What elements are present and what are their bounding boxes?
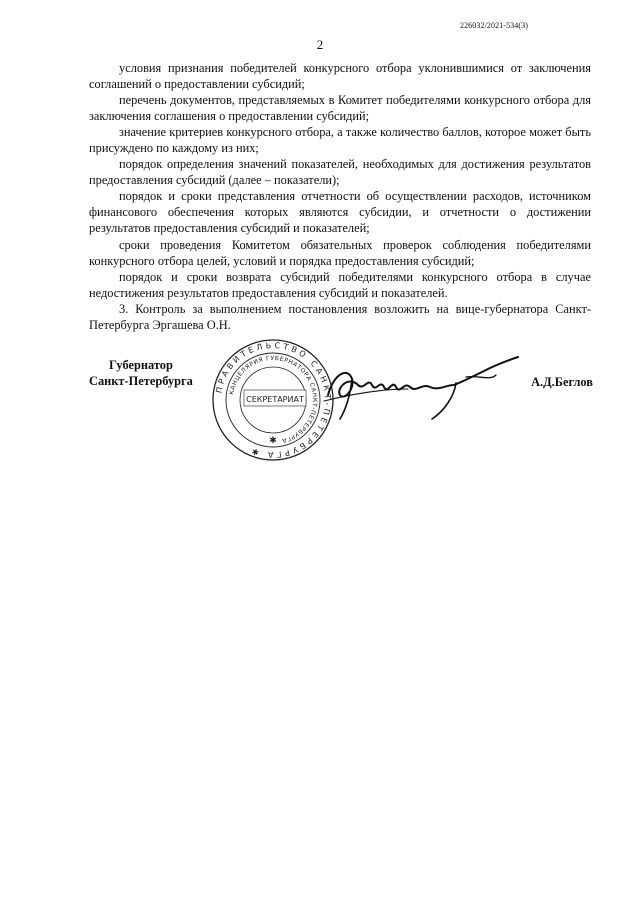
handwritten-signature [318,345,523,425]
seal-center-text [0,335,1,336]
svg-text:ПРАВИТЕЛЬСТВО САНКТ-ПЕТЕРБУРГА: ПРАВИТЕЛЬСТВО САНКТ-ПЕТЕРБУРГА ✱ [214,340,333,460]
paragraph-inspections: сроки проведения Комитетом обязательных проверок соблюдения победителями конкурсного отбора целей, условий и порядка предоставления субсидий; [89,237,591,268]
paragraph-control: 3. Контроль за выполнением постановления возложить на вице-губернатора Санкт-Петербурга Эргашева О.Н. [89,301,591,332]
document-registration-number: 226032/2021-534(3) [459,21,528,30]
signer-title-line2: Санкт-Петербурга [89,374,193,388]
paragraph-reporting: порядок и сроки представления отчетности об осуществлении расходов, источником финансового обеспечения которых являются субсидии, и отчетности о достижении результатов предоставления субсидий и показателей; [89,189,591,236]
page-number: 2 [316,37,324,52]
svg-text:СЕКРЕТАРИАТ: СЕКРЕТАРИАТ [246,395,304,404]
seal-inner-text [0,335,1,336]
paragraph-documents-list: перечень документов, представляемых в Комитет победителями конкурсного отбора для заключения соглашения о предоставлении субсидий; [89,93,591,124]
paragraph-criteria-values: значение критериев конкурсного отбора, а также количество баллов, которое может быть присуждено по каждому из них; [89,125,591,156]
svg-text:КАНЦЕЛЯРИЯ ГУБЕРНАТОРА САНКТ-П: КАНЦЕЛЯРИЯ ГУБЕРНАТОРА САНКТ-ПЕТЕРБУРГА [228,354,319,445]
paragraph-indicators: порядок определения значений показателей, необходимых для достижения результатов предоставления субсидий (далее – показатели); [89,157,591,188]
seal-outer-text [0,335,1,336]
signer-title [89,357,193,389]
paragraph-subsidy-return: порядок и сроки возврата субсидий победителями конкурсного отбора в случае недостижения результатов предоставления субсидий и показателей. [89,269,591,300]
paragraph-refusal-conditions: условия признания победителей конкурсного отбора уклонившимися от заключения соглашений о предоставлении субсидий; [89,61,591,92]
signature-block [0,335,640,475]
signer-name: А.Д.Беглов [531,375,593,389]
document-body [89,60,591,333]
svg-text:✱: ✱ [269,435,277,445]
signer-title-line1: Губернатор [109,358,173,372]
